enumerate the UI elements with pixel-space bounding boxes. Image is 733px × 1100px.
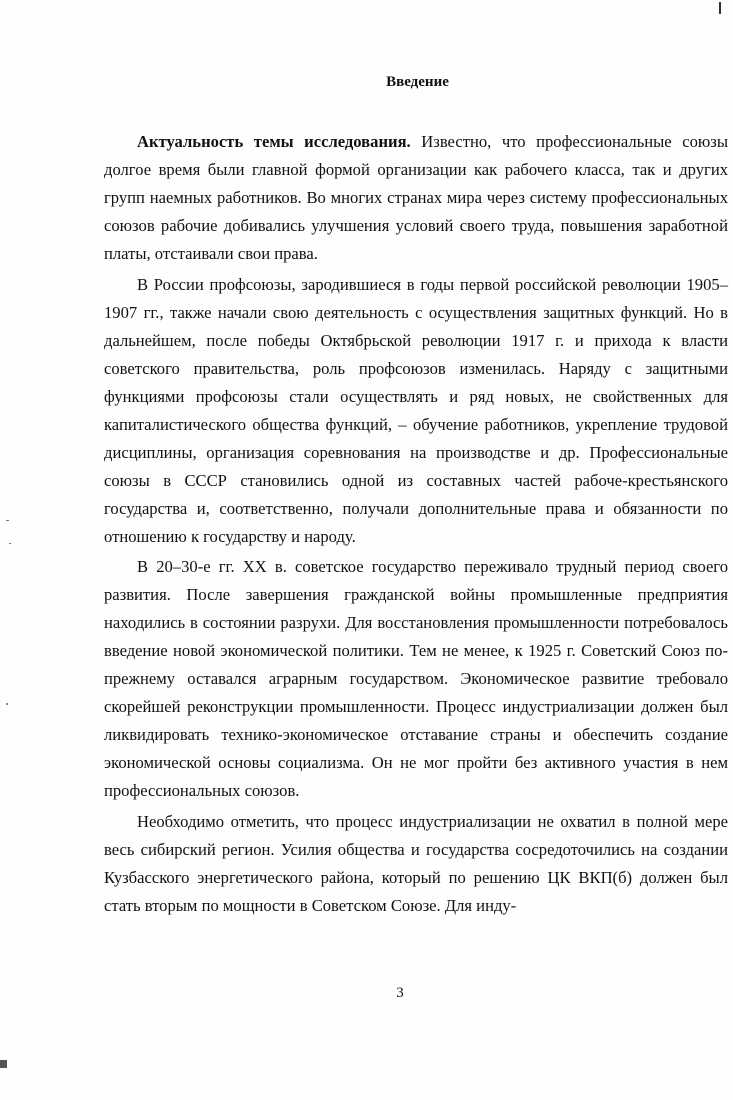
scan-artifact-left-1: [6, 520, 9, 521]
body-text: [104, 128, 728, 922]
paragraph-text: Необходимо отметить, что процесс индустриализации не охватил в полной мере весь сибирский регион. Усилия общества и государства сосредоточились на создании Кузбасского энергетического района, который по решению ЦК ВКП(б) должен был стать вторым по мощности в Советском Союзе. Для инду-: [104, 811, 728, 915]
paragraph-1: [104, 128, 728, 268]
paragraph-2: [104, 271, 728, 551]
paragraph-3: [104, 553, 728, 805]
scan-artifact-top-right: [719, 2, 721, 14]
paragraph-text: Известно, что профессиональные союзы долгое время были главной формой организации как рабочего класса, так и других групп наемных работников. Во многих странах мира через систему профессиональных союзов рабочие добивались улучшения условий своего труда, повышения заработной платы, отстаивали свои права.: [104, 132, 728, 263]
paragraph-text: В России профсоюзы, зародившиеся в годы первой российской революции 1905–1907 гг., также начали свою деятельность с осуществления защитных функций. Но в дальнейшем, после победы Октябрьской революции 1917 г. и прихода к власти советского правительства, роль профсоюзов изменилась. Наряду с защитными функциями профсоюзы стали осуществлять и ряд новых, не свойственных для капиталистического общества функций, – обучение работников, укрепление трудовой дисциплины, организация соревнования на производстве и др. Профессиональные союзы в СССР становились одной из составных частей рабоче-крестьянского государства и, соответственно, получали дополнительные права и обязанности по отношению к государству и народу.: [104, 274, 728, 546]
page-number: 3: [396, 985, 404, 1001]
paragraph-text: В 20–30-е гг. XX в. советское государство переживало трудный период своего развития. После завершения гражданской войны промышленные предприятия находились в состоянии разрухи. Для восстановления промышленности потребовалось введение новой экономической политики. Тем не менее, к 1925 г. Советский Союз по-прежнему оставался аграрным государством. Экономическое развитие требовало скорейшей реконструкции промышленности. Процесс индустриализации должен был ликвидировать технико-экономическое отставание страны и обеспечить создание экономической основы социализма. Он не мог пройти без активного участия в нем профессиональных союзов.: [104, 557, 728, 801]
paragraph-lead: Актуальность темы исследования.: [137, 132, 411, 151]
paragraph-4: [104, 808, 728, 920]
page-title: Введение: [386, 74, 449, 90]
scan-artifact-left-2: [9, 543, 11, 544]
scan-artifact-bottom-left: [0, 1060, 7, 1068]
scan-artifact-left-3: [6, 703, 8, 705]
